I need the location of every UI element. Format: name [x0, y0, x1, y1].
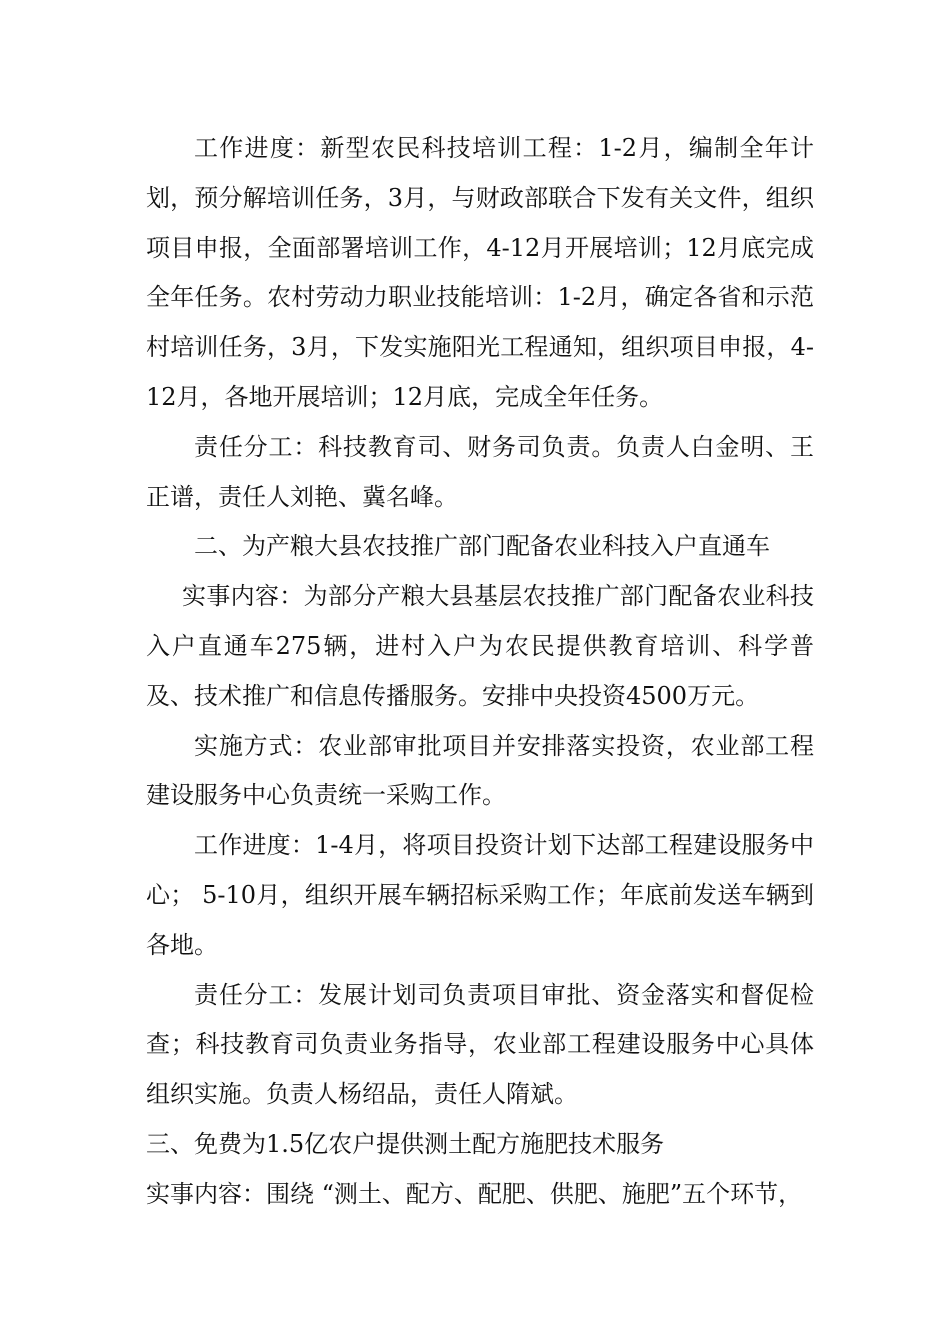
paragraph-responsibility-training: 责任分工：科技教育司、财务司负责。负责人白金明、王正谱，责任人刘艳、冀名峰。	[146, 432, 814, 511]
paragraph-responsibility-vehicles: 责任分工：发展计划司负责项目审批、资金落实和督促检查；科技教育司负责业务指导，农业部工程建设服务中心具体组织实施。负责人杨绍品，责任人隋斌。	[146, 980, 814, 1109]
paragraph-content-vehicles: 实事内容：为部分产粮大县基层农技推广部门配备农业科技入户直通车275辆，进村入户为农民提供教育培训、科学普及、技术推广和信息传播服务。安排中央投资4500万元。	[146, 582, 814, 710]
section-heading-2: 二、为产粮大县农技推广部门配备农业科技入户直通车	[194, 532, 770, 561]
paragraph-implementation-vehicles: 实施方式：农业部审批项目并安排落实投资，农业部工程建设服务中心负责统一采购工作。	[146, 731, 814, 810]
paragraph-work-progress-vehicles: 工作进度：1-4月，将项目投资计划下达部工程建设服务中心； 5-10月，组织开展车辆招标采购工作；年底前发送车辆到各地。	[146, 831, 814, 959]
paragraph-content-fertilizer: 实事内容：围绕 “测土、配方、配肥、供肥、施肥”五个环节，	[146, 1179, 803, 1208]
document-body	[146, 124, 814, 1220]
section-heading-3: 三、免费为1.5亿农户提供测土配方施肥技术服务	[146, 1129, 665, 1158]
paragraph-work-progress-training: 工作进度：新型农民科技培训工程：1-2月，编制全年计划，预分解培训任务，3月，与财政部联合下发有关文件，组织项目申报，全面部署培训工作，4-12月开展培训；12月底完成全年任务。农村劳动力职业技能培训：1-2月，确定各省和示范村培训任务，3月，下发实施阳光工程通知，组织项目申报，4-12月，各地开展培训；12月底，完成全年任务。	[146, 134, 814, 411]
